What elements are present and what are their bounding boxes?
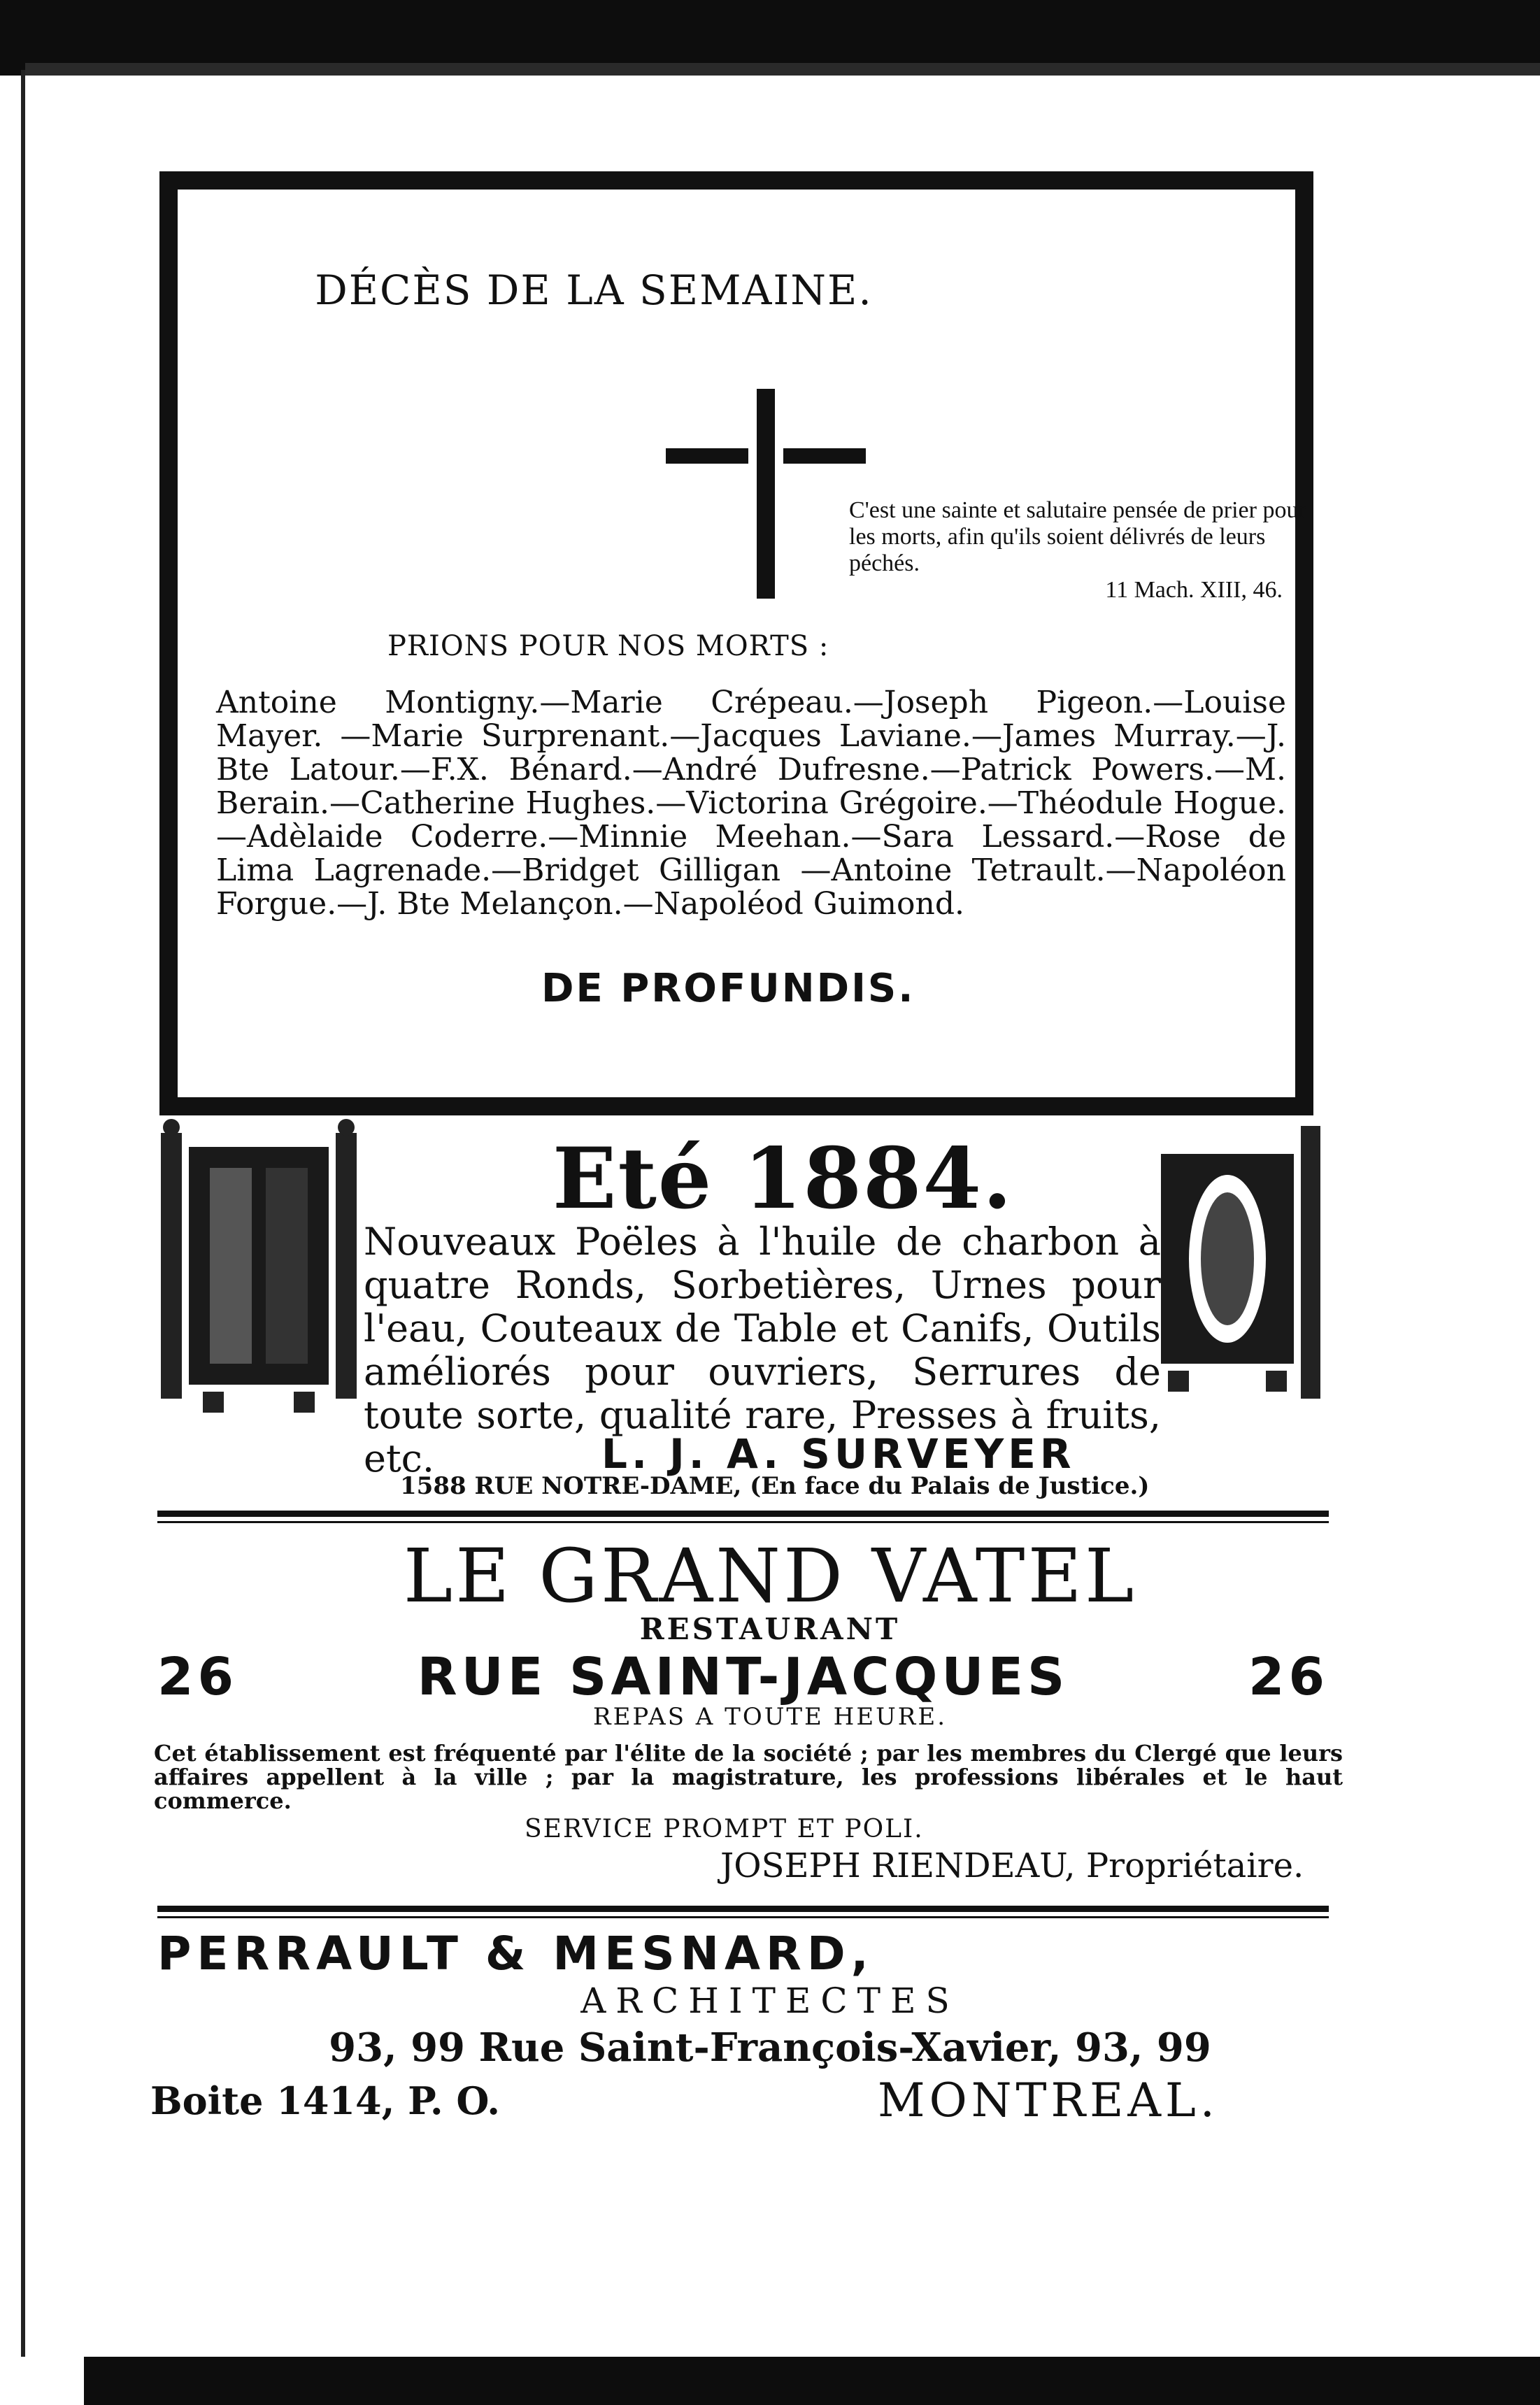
bottom-border-bar (84, 2357, 1540, 2405)
cross-arm-left (666, 448, 748, 464)
address-number-left: 26 (157, 1647, 238, 1707)
prayer-heading: PRIONS POUR NOS MORTS : (387, 630, 829, 662)
restaurant-description: Cet établissement est fréquenté par l'élite de la société ; par les membres du Clergé que leurs affaires appellent à la ville ; par la magistrature, les professions libérales et le haut commerce. (154, 1740, 1343, 1814)
heater-illustration (1147, 1126, 1329, 1399)
section-rule-thin (157, 1521, 1329, 1523)
stove-illustration (161, 1119, 364, 1413)
merchant-address: 1588 RUE NOTRE-DAME, (En face du Palais de Justice.) (400, 1472, 1150, 1500)
address-street: RUE SAINT-JACQUES (417, 1647, 1069, 1707)
section-rule-thin (157, 1916, 1329, 1918)
top-border-rule (25, 63, 1540, 76)
notice-title: DÉCÈS DE LA SEMAINE. (315, 266, 873, 314)
architects-profession: ARCHITECTES (580, 1981, 960, 2021)
stove-ad-body: Nouveaux Poëles à l'huile de charbon à quatre Ronds, Sorbetières, Urnes pour l'eau, Couteaux de Table et Canifs, Outils améliorés pour ouvriers, Serrures de toute sorte, qualité rare, Presses à fruits, etc. (364, 1220, 1161, 1480)
po-box: Boite 1414, P. O. (150, 2078, 501, 2123)
restaurant-owner: JOSEPH RIENDEAU, Propriétaire. (720, 1846, 1304, 1885)
section-rule (157, 1511, 1329, 1517)
cross-icon (757, 389, 775, 599)
restaurant-name: LE GRAND VATEL (403, 1533, 1137, 1619)
architects-address: 93, 99 Rue Saint-François-Xavier, 93, 99 (329, 2025, 1211, 2071)
address-number-right: 26 (1248, 1647, 1329, 1707)
merchant-name: L. J. A. SURVEYER (601, 1430, 1076, 1478)
quote-reference: 11 Mach. XIII, 46. (1105, 577, 1283, 603)
city-name: MONTREAL. (878, 2074, 1219, 2127)
cross-arm-right (783, 448, 866, 464)
restaurant-type: RESTAURANT (639, 1612, 901, 1646)
de-profundis: DE PROFUNDIS. (541, 966, 915, 1011)
section-rule (157, 1906, 1329, 1912)
deceased-names: Antoine Montigny.—Marie Crépeau.—Joseph Pigeon.—Louise Mayer. —Marie Surprenant.—Jacques Laviane.—James Murray.—J. Bte Latour.—F.X. Bénard.—André Dufresne.—Patrick Powers.—M. Berain.—Catherine Hughes.—Victorina Grégoire.—Théodule Hogue.—Adèlaide Coderre.—Minnie Meehan.—Sara Lessard.—Rose de Lima Lagrenade.—Bridget Gilligan —Antoine Tetrault.—Napoléon Forgue.—J. Bte Melançon.—Napoléod Guimond. (216, 685, 1286, 922)
death-notice-box (159, 171, 1313, 1115)
restaurant-address (157, 1647, 1329, 1707)
stove-ad-headline: Eté 1884. (552, 1129, 1013, 1228)
architects-name: PERRAULT & MESNARD, (157, 1927, 874, 1981)
quote-text: C'est une sainte et salutaire pensée de prier pour les morts, afin qu'ils soient délivrés de leurs péchés. (849, 497, 1306, 576)
scripture-quote (849, 497, 1311, 604)
restaurant-service: SERVICE PROMPT ET POLI. (525, 1815, 924, 1843)
restaurant-hours: REPAS A TOUTE HEURE. (592, 1703, 948, 1731)
